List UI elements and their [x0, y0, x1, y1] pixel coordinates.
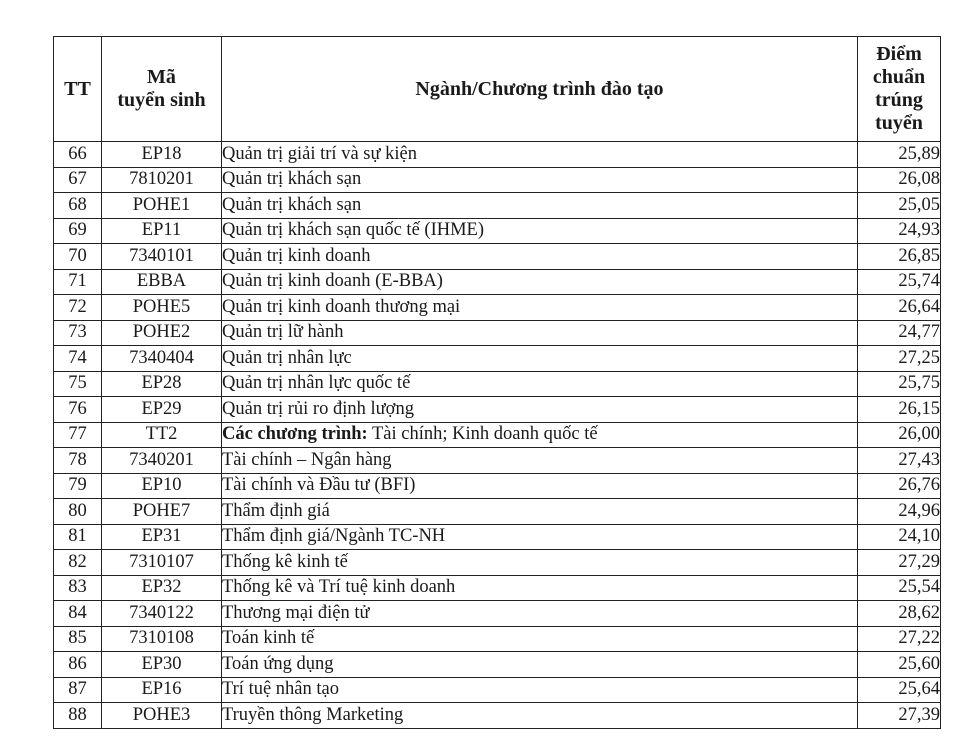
- program-name: [222, 677, 858, 703]
- admission-code: EP18: [102, 142, 222, 168]
- admission-code: EP29: [102, 397, 222, 423]
- cutoff-score: 28,62: [858, 601, 941, 627]
- row-number: 85: [54, 626, 102, 652]
- cutoff-score: 26,76: [858, 473, 941, 499]
- program-label: Trí tuệ nhân tạo: [222, 679, 339, 700]
- program-label: Thống kê và Trí tuệ kinh doanh: [222, 577, 456, 598]
- table-row: [54, 167, 941, 193]
- program-label: Thẩm định giá: [222, 500, 330, 521]
- admission-code: EP11: [102, 218, 222, 244]
- program-name: [222, 422, 858, 448]
- row-number: 68: [54, 193, 102, 219]
- header-score-line4: tuyển: [875, 112, 923, 134]
- admission-code: EP30: [102, 652, 222, 678]
- program-name: [222, 626, 858, 652]
- program-label: Toán ứng dụng: [222, 653, 334, 674]
- program-name: [222, 167, 858, 193]
- program-label: Truyền thông Marketing: [222, 704, 404, 725]
- cutoff-score: 25,05: [858, 193, 941, 219]
- program-label: Thẩm định giá/Ngành TC-NH: [222, 526, 446, 547]
- header-program: Ngành/Chương trình đào tạo: [222, 37, 858, 142]
- admission-code: TT2: [102, 422, 222, 448]
- admission-code: 7340101: [102, 244, 222, 270]
- cutoff-score: 25,89: [858, 142, 941, 168]
- cutoff-score: 27,29: [858, 550, 941, 576]
- row-number: 78: [54, 448, 102, 474]
- row-number: 72: [54, 295, 102, 321]
- program-name: [222, 142, 858, 168]
- program-label: Tài chính; Kinh doanh quốc tế: [367, 424, 598, 445]
- program-label: Quản trị khách sạn: [222, 194, 362, 215]
- admission-code: EP31: [102, 524, 222, 550]
- table-row: [54, 218, 941, 244]
- cutoff-score: 26,00: [858, 422, 941, 448]
- cutoff-score: 27,25: [858, 346, 941, 372]
- admission-code: 7310107: [102, 550, 222, 576]
- row-number: 80: [54, 499, 102, 525]
- row-number: 83: [54, 575, 102, 601]
- cutoff-score: 26,85: [858, 244, 941, 270]
- table-row: [54, 626, 941, 652]
- program-label: Quản trị rủi ro định lượng: [222, 398, 414, 419]
- admission-code: 7340404: [102, 346, 222, 372]
- admission-code: EP28: [102, 371, 222, 397]
- program-name: [222, 244, 858, 270]
- row-number: 73: [54, 320, 102, 346]
- admission-code: EBBA: [102, 269, 222, 295]
- admission-code: POHE7: [102, 499, 222, 525]
- row-number: 70: [54, 244, 102, 270]
- program-name: [222, 550, 858, 576]
- program-label: Tài chính và Đầu tư (BFI): [222, 475, 416, 496]
- header-code-line1: Mã: [147, 66, 176, 88]
- row-number: 82: [54, 550, 102, 576]
- program-name: [222, 320, 858, 346]
- table-row: [54, 601, 941, 627]
- program-label: Quản trị kinh doanh thương mại: [222, 296, 461, 317]
- table-row: [54, 346, 941, 372]
- table-row: [54, 371, 941, 397]
- table-row: [54, 193, 941, 219]
- table-row: [54, 448, 941, 474]
- row-number: 87: [54, 677, 102, 703]
- program-label: Toán kinh tế: [222, 628, 315, 649]
- header-score-line2: chuẩn: [872, 66, 926, 88]
- row-number: 66: [54, 142, 102, 168]
- admission-code: 7340122: [102, 601, 222, 627]
- table-row: [54, 550, 941, 576]
- program-label: Quản trị khách sạn quốc tế (IHME): [222, 220, 484, 241]
- program-label: Quản trị khách sạn: [222, 169, 362, 190]
- table-row: [54, 703, 941, 729]
- program-prefix: Các chương trình:: [222, 424, 368, 445]
- row-number: 74: [54, 346, 102, 372]
- admission-code: 7340201: [102, 448, 222, 474]
- admission-code: POHE2: [102, 320, 222, 346]
- program-name: [222, 218, 858, 244]
- program-name: [222, 295, 858, 321]
- header-admission-code: [102, 37, 222, 142]
- program-name: [222, 499, 858, 525]
- admission-code: POHE3: [102, 703, 222, 729]
- table-header-row: [54, 37, 941, 142]
- cutoff-score: 26,15: [858, 397, 941, 423]
- header-score: [858, 37, 941, 142]
- program-label: Thương mại điện tử: [222, 602, 370, 623]
- row-number: 86: [54, 652, 102, 678]
- header-score-line3: trúng: [875, 89, 923, 111]
- cutoff-score: 27,43: [858, 448, 941, 474]
- row-number: 79: [54, 473, 102, 499]
- cutoff-score: 26,08: [858, 167, 941, 193]
- program-name: [222, 346, 858, 372]
- cutoff-score: 24,93: [858, 218, 941, 244]
- program-name: [222, 397, 858, 423]
- row-number: 88: [54, 703, 102, 729]
- program-name: [222, 601, 858, 627]
- cutoff-score: 24,96: [858, 499, 941, 525]
- admission-code: EP10: [102, 473, 222, 499]
- table-row: [54, 652, 941, 678]
- program-label: Quản trị lữ hành: [222, 322, 344, 343]
- program-name: [222, 448, 858, 474]
- table-row: [54, 269, 941, 295]
- program-name: [222, 473, 858, 499]
- table-row: [54, 397, 941, 423]
- header-code-line2: tuyển sinh: [117, 89, 206, 111]
- row-number: 76: [54, 397, 102, 423]
- program-name: [222, 703, 858, 729]
- admission-code: POHE5: [102, 295, 222, 321]
- program-label: Quản trị giải trí và sự kiện: [222, 143, 417, 164]
- program-name: [222, 193, 858, 219]
- admission-code: POHE1: [102, 193, 222, 219]
- program-name: [222, 371, 858, 397]
- cutoff-score: 25,60: [858, 652, 941, 678]
- table-row: [54, 677, 941, 703]
- header-tt: TT: [54, 37, 102, 142]
- row-number: 71: [54, 269, 102, 295]
- table-row: [54, 499, 941, 525]
- program-label: Quản trị kinh doanh (E-BBA): [222, 271, 443, 292]
- table-row: [54, 142, 941, 168]
- program-name: [222, 652, 858, 678]
- table-row: [54, 422, 941, 448]
- table-row: [54, 575, 941, 601]
- table-row: [54, 524, 941, 550]
- table-row: [54, 295, 941, 321]
- header-score-line1: Điểm: [876, 43, 922, 65]
- cutoff-score: 24,10: [858, 524, 941, 550]
- program-name: [222, 575, 858, 601]
- admission-score-table: [53, 36, 941, 729]
- cutoff-score: 27,39: [858, 703, 941, 729]
- row-number: 75: [54, 371, 102, 397]
- row-number: 67: [54, 167, 102, 193]
- admission-code: EP16: [102, 677, 222, 703]
- program-name: [222, 269, 858, 295]
- cutoff-score: 26,64: [858, 295, 941, 321]
- table-row: [54, 473, 941, 499]
- admission-code: 7810201: [102, 167, 222, 193]
- row-number: 81: [54, 524, 102, 550]
- table-row: [54, 244, 941, 270]
- program-name: [222, 524, 858, 550]
- cutoff-score: 25,54: [858, 575, 941, 601]
- cutoff-score: 24,77: [858, 320, 941, 346]
- table-body: [54, 142, 941, 729]
- row-number: 84: [54, 601, 102, 627]
- cutoff-score: 25,74: [858, 269, 941, 295]
- cutoff-score: 27,22: [858, 626, 941, 652]
- cutoff-score: 25,64: [858, 677, 941, 703]
- table-row: [54, 320, 941, 346]
- program-label: Quản trị nhân lực: [222, 347, 352, 368]
- row-number: 77: [54, 422, 102, 448]
- program-label: Thống kê kinh tế: [222, 551, 348, 572]
- program-label: Quản trị kinh doanh: [222, 245, 371, 266]
- admission-code: EP32: [102, 575, 222, 601]
- cutoff-score: 25,75: [858, 371, 941, 397]
- admission-code: 7310108: [102, 626, 222, 652]
- program-label: Tài chính – Ngân hàng: [222, 449, 392, 470]
- program-label: Quản trị nhân lực quốc tế: [222, 373, 411, 394]
- row-number: 69: [54, 218, 102, 244]
